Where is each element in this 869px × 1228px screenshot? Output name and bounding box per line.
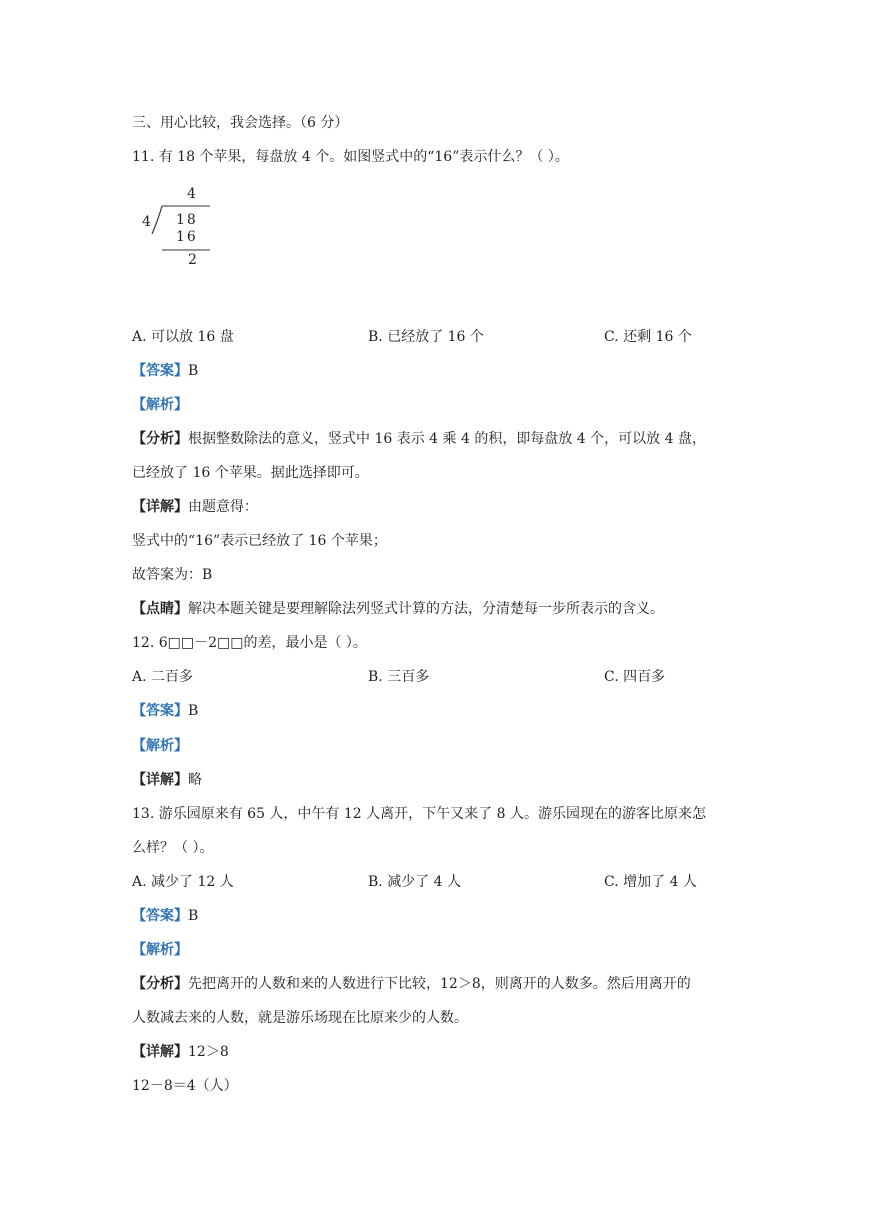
q11-answer <box>132 362 198 380</box>
fenxi-text: 先把离开的人数和来的人数进行下比较，12＞8，则离开的人数多。然后用离开的 <box>188 976 691 992</box>
q12-option-b: B. 三百多 <box>368 669 430 685</box>
question-13-line-2: 么样？（ ）。 <box>132 840 214 856</box>
q12-detail <box>132 771 202 789</box>
q12-option-c: C. 四百多 <box>604 669 666 685</box>
question-11: 11. 有 18 个苹果，每盘放 4 个。如图竖式中的“16”表示什么？（ ）。 <box>132 149 569 165</box>
q12-analysis-tag: 【解析】 <box>132 738 188 754</box>
answer-tag: 【答案】 <box>132 908 188 924</box>
fenxi-tag: 【分析】 <box>132 431 188 447</box>
fenxi-tag: 【分析】 <box>132 976 188 992</box>
detail-tag: 【详解】 <box>132 772 188 788</box>
q11-option-a: A. 可以放 16 盘 <box>132 329 234 345</box>
q13-analysis-tag: 【解析】 <box>132 942 188 958</box>
q13-detail-2: 12－8＝4（人） <box>132 1078 238 1094</box>
detail-text: 由题意得： <box>188 499 258 515</box>
dividend: 18 <box>176 212 198 228</box>
q13-fenxi-1 <box>132 975 691 993</box>
q13-option-c: C. 增加了 4 人 <box>604 874 697 890</box>
q13-detail-1 <box>132 1043 229 1061</box>
q13-option-b: B. 减少了 4 人 <box>368 874 461 890</box>
section-title: 三、用心比较，我会选择。（6 分） <box>132 115 349 131</box>
answer-tag: 【答案】 <box>132 703 188 719</box>
question-13-line-1: 13. 游乐园原来有 65 人，中午有 12 人离开，下午又来了 8 人。游乐园现在的游客比原来怎 <box>132 806 706 822</box>
divisor: 4 <box>142 214 151 230</box>
answer-value: B <box>188 908 199 924</box>
q11-fenxi-2: 已经放了 16 个苹果。据此选择即可。 <box>132 465 369 481</box>
q12-option-a: A. 二百多 <box>132 669 194 685</box>
detail-text: 略 <box>188 772 202 788</box>
dianjing-text: 解决本题关键是要理解除法列竖式计算的方法，分清楚每一步所表示的含义。 <box>188 601 664 617</box>
question-12: 12. 6□□－2□□的差，最小是（ ）。 <box>132 635 367 651</box>
q12-answer <box>132 702 198 720</box>
long-division-figure <box>138 186 218 276</box>
q11-option-b: B. 已经放了 16 个 <box>368 329 484 345</box>
q11-fenxi-1 <box>132 430 706 448</box>
q11-analysis-tag: 【解析】 <box>132 397 188 413</box>
product: 16 <box>176 229 198 245</box>
q11-detail-1 <box>132 498 258 516</box>
remainder: 2 <box>188 252 197 268</box>
answer-tag: 【答案】 <box>132 363 188 379</box>
answer-value: B <box>188 363 199 379</box>
q13-answer <box>132 907 198 925</box>
quotient: 4 <box>187 186 196 202</box>
q11-detail-3: 故答案为：B <box>132 567 213 583</box>
detail-tag: 【详解】 <box>132 499 188 515</box>
q11-option-c: C. 还剩 16 个 <box>604 329 692 345</box>
fenxi-text: 根据整数除法的意义，竖式中 16 表示 4 乘 4 的积，即每盘放 4 个，可以放 4 盘， <box>188 431 706 447</box>
detail-tag: 【详解】 <box>132 1044 188 1060</box>
q11-dianjing <box>132 600 664 618</box>
detail-text: 12＞8 <box>188 1044 229 1060</box>
q11-detail-2: 竖式中的“16”表示已经放了 16 个苹果； <box>132 533 387 549</box>
dianjing-tag: 【点睛】 <box>132 601 188 617</box>
q13-fenxi-2: 人数减去来的人数，就是游乐场现在比原来少的人数。 <box>132 1010 468 1026</box>
answer-value: B <box>188 703 199 719</box>
q13-option-a: A. 减少了 12 人 <box>132 874 234 890</box>
